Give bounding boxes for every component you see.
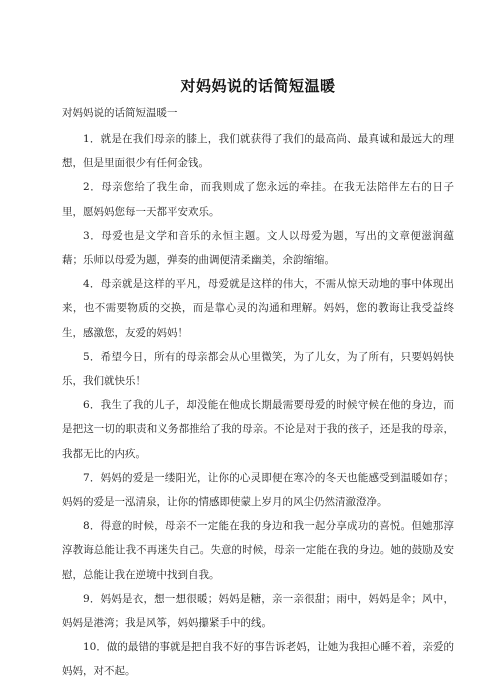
paragraph-4: 4．母亲就是这样的平凡，母爱就是这样的伟大，不需从惊天动地的事中体现出来，也不需要物质的交换，而是靠心灵的沟通和理解。妈妈，您的教诲让我受益终生，感激您，友爱的妈妈！	[62, 278, 454, 339]
paragraph-1: 1．就是在我们母亲的膝上，我们就获得了我们的最高尚、最真诚和最远大的理想，但是里面很少有任何金钱。	[62, 133, 454, 170]
paragraph-10: 10．做的最错的事就是把自我不好的事告诉老妈，让她为我担心睡不着，亲爱的妈妈，对不起。	[62, 641, 454, 678]
paragraph-9: 9．妈妈是衣，想一想很暖；妈妈是糖，亲一亲很甜；雨中，妈妈是伞；风中，妈妈是港湾；我是风筝，妈妈攥紧手中的线。	[62, 592, 454, 630]
paragraph-2: 2．母亲您给了我生命，而我则成了您永远的牵挂。在我无法陪伴左右的日子里，愿妈妈您每一天都平安欢乐。	[62, 181, 454, 218]
section-heading: 对妈妈说的话简短温暖一	[62, 107, 178, 119]
paragraph-7: 7．妈妈的爱是一缕阳光，让你的心灵即便在寒冷的冬天也能感受到温暖如存；妈妈的爱是一泓清泉，让你的情感即使蒙上岁月的风尘仍然清澈澄净。	[62, 471, 454, 509]
paragraph-5: 5．希望今日，所有的母亲都会从心里微笑，为了儿女，为了所有，只要妈妈快乐，我们就快乐！	[62, 350, 454, 388]
paragraph-3: 3．母爱也是文学和音乐的永恒主题。文人以母爱为题，写出的文章便滋润蕴藉；乐师以母爱为题，弹奏的曲调便清柔幽美，余韵缩缩。	[62, 229, 454, 267]
document-title: 对妈妈说的话简短温暖	[180, 77, 336, 95]
paragraph-list	[62, 127, 454, 684]
paragraph-6: 6．我生了我的儿子，却没能在他成长期最需要母爱的时候守候在他的身边，而是把这一切的职责和义务都推给了我的母亲。不论是对于我的孩子，还是我的母亲，我都无比的内疚。	[62, 399, 454, 460]
paragraph-8: 8．得意的时候，母亲不一定能在我的身边和我一起分享成功的喜悦。但她那淳淳教诲总能让我不再迷失自己。失意的时候，母亲一定能在我的身边。她的鼓励及安慰，总能让我在逆境中找到自我。	[62, 520, 454, 581]
